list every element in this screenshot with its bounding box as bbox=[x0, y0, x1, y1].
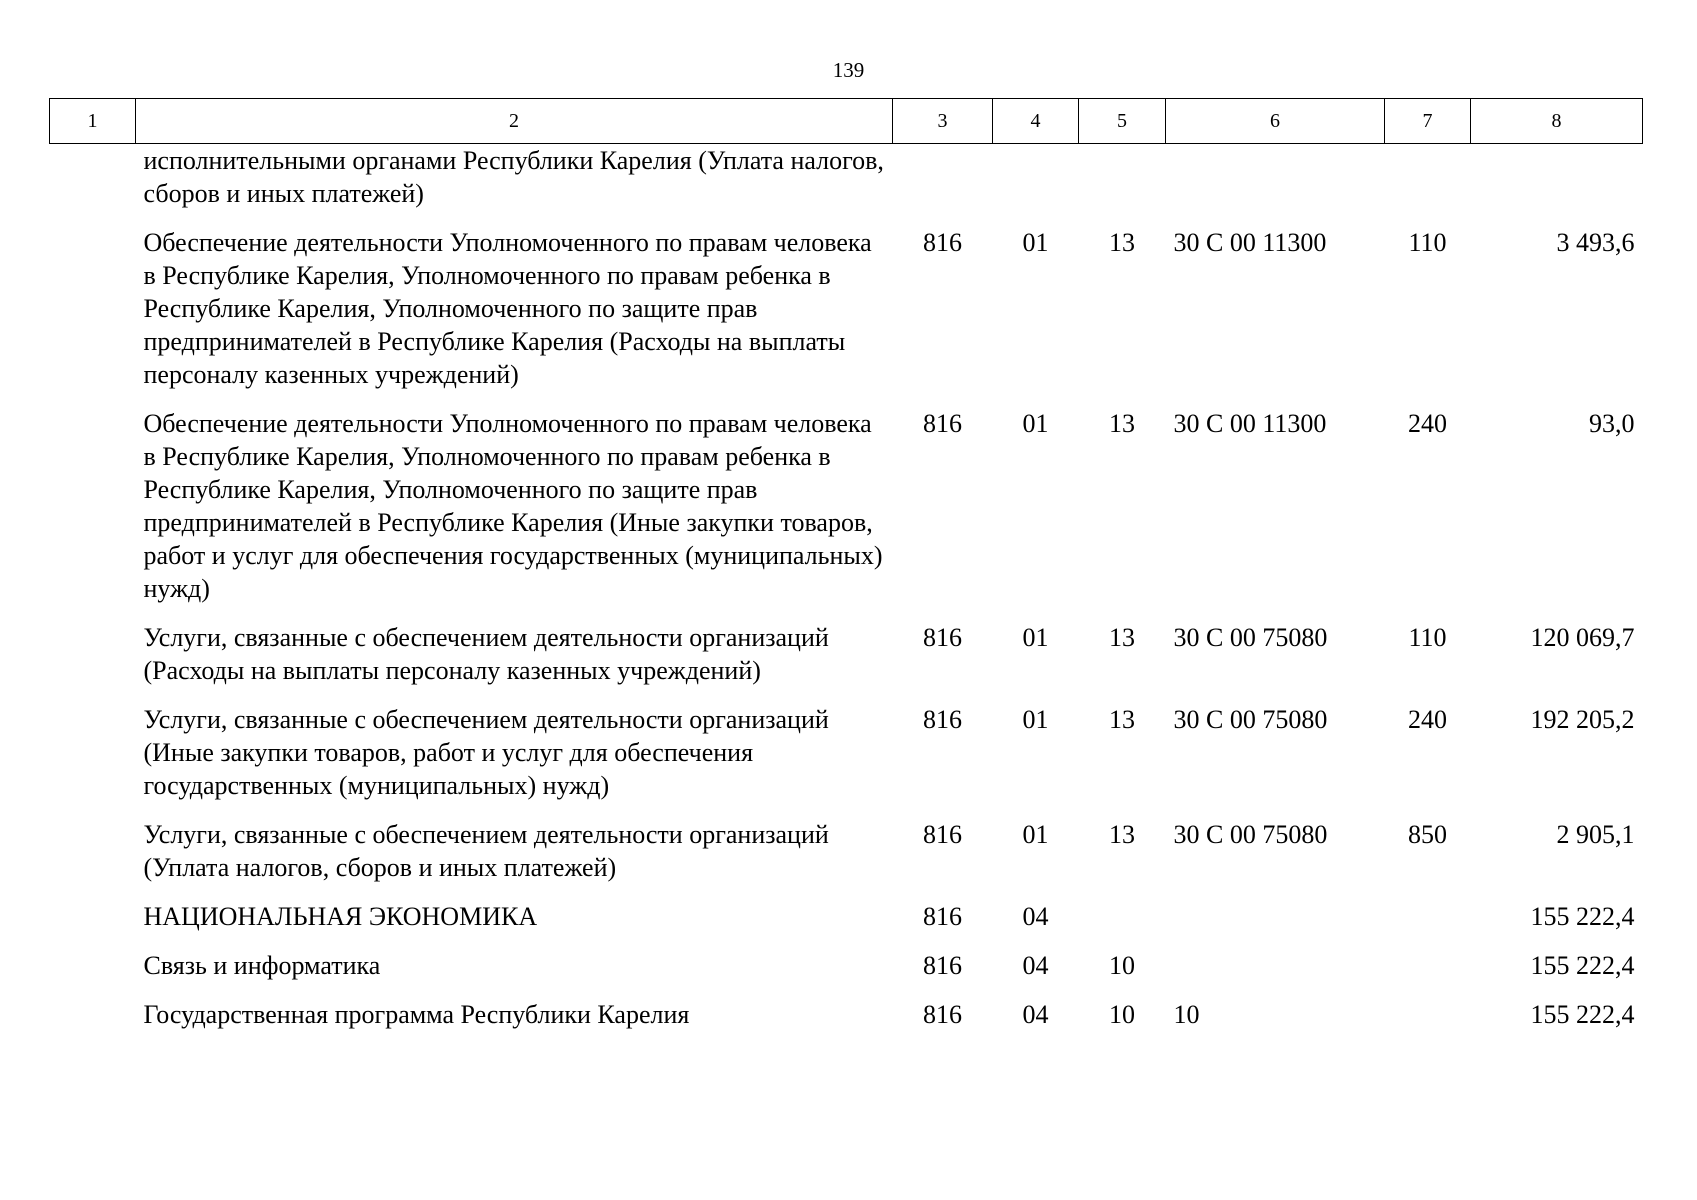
admin-code-cell: 816 bbox=[923, 409, 962, 438]
header-row bbox=[50, 99, 1643, 144]
row-number-cell bbox=[50, 900, 136, 949]
expense-type-cell bbox=[1385, 949, 1471, 998]
target-article-cell: 30 С 00 75080 bbox=[1173, 705, 1328, 734]
admin-code-cell: 816 bbox=[923, 951, 962, 980]
row-number-cell bbox=[50, 949, 136, 998]
subsection-cell: 13 bbox=[1109, 705, 1135, 734]
description-cell: исполнительными органами Республики Карелия (Уплата налогов, сборов и иных платежей) bbox=[143, 146, 884, 208]
table-row bbox=[50, 818, 1643, 900]
admin-code-cell: 816 bbox=[923, 228, 962, 257]
subsection-cell: 10 bbox=[1109, 1000, 1135, 1029]
column-header-4: 4 bbox=[993, 99, 1079, 144]
section-cell: 04 bbox=[1022, 902, 1049, 931]
amount-cell: 155 222,4 bbox=[1530, 951, 1635, 980]
table-body bbox=[50, 144, 1643, 1048]
amount-cell: 192 205,2 bbox=[1530, 705, 1635, 734]
page-number: 139 bbox=[832, 58, 865, 82]
admin-code-cell: 816 bbox=[923, 705, 962, 734]
expense-type-cell bbox=[1385, 998, 1471, 1047]
section-cell: 01 bbox=[1022, 705, 1049, 734]
expense-type-cell bbox=[1385, 144, 1471, 227]
column-header-8: 8 bbox=[1471, 99, 1643, 144]
target-article-cell: 30 С 00 11300 bbox=[1173, 228, 1327, 257]
description-cell: Государственная программа Республики Карелия bbox=[143, 1000, 690, 1029]
section-cell: 04 bbox=[1022, 1000, 1049, 1029]
table-row bbox=[50, 949, 1643, 998]
budget-table bbox=[49, 98, 1643, 1047]
row-number-cell bbox=[50, 621, 136, 703]
table-row bbox=[50, 226, 1643, 407]
section-cell bbox=[993, 144, 1079, 227]
target-article-cell bbox=[1166, 144, 1385, 227]
subsection-cell: 10 bbox=[1109, 951, 1135, 980]
table-row bbox=[50, 900, 1643, 949]
column-header-2: 2 bbox=[136, 99, 893, 144]
admin-code-cell: 816 bbox=[923, 623, 962, 652]
target-article-cell bbox=[1166, 949, 1385, 998]
expense-type-cell: 110 bbox=[1408, 623, 1447, 652]
amount-cell: 93,0 bbox=[1589, 409, 1635, 438]
table-row bbox=[50, 621, 1643, 703]
row-number-cell bbox=[50, 818, 136, 900]
subsection-cell: 13 bbox=[1109, 228, 1135, 257]
target-article-cell: 10 bbox=[1173, 1000, 1200, 1029]
subsection-cell: 13 bbox=[1109, 623, 1135, 652]
table-row bbox=[50, 407, 1643, 621]
amount-cell: 2 905,1 bbox=[1556, 820, 1635, 849]
table-row bbox=[50, 998, 1643, 1047]
amount-cell bbox=[1471, 144, 1643, 227]
row-number-cell bbox=[50, 407, 136, 621]
subsection-cell: 13 bbox=[1109, 820, 1135, 849]
expense-type-cell: 240 bbox=[1408, 409, 1447, 438]
description-cell: Услуги, связанные с обеспечением деятельности организаций (Уплата налогов, сборов и иных платежей) bbox=[143, 820, 829, 882]
admin-code-cell bbox=[893, 144, 993, 227]
admin-code-cell: 816 bbox=[923, 902, 962, 931]
row-number-cell bbox=[50, 703, 136, 818]
description-cell: Связь и информатика bbox=[143, 951, 381, 980]
target-article-cell: 30 С 00 75080 bbox=[1173, 623, 1328, 652]
subsection-cell bbox=[1079, 144, 1166, 227]
admin-code-cell: 816 bbox=[923, 820, 962, 849]
target-article-cell bbox=[1166, 900, 1385, 949]
column-header-3: 3 bbox=[893, 99, 993, 144]
column-header-1: 1 bbox=[50, 99, 136, 144]
description-cell: Обеспечение деятельности Уполномоченного по правам человека в Республике Карелия, Уполномоченного по правам ребенка в Республике Карелия, Уполномоченного по защите прав предпринимателей в Республике Карелия (Иные закупки товаров, работ и услуг для обеспечения государственных (муниципальных) нужд) bbox=[143, 409, 883, 603]
subsection-cell: 13 bbox=[1109, 409, 1135, 438]
row-number-cell bbox=[50, 998, 136, 1047]
amount-cell: 155 222,4 bbox=[1530, 1000, 1635, 1029]
subsection-cell bbox=[1079, 900, 1166, 949]
description-cell: Услуги, связанные с обеспечением деятельности организаций (Расходы на выплаты персоналу казенных учреждений) bbox=[143, 623, 829, 685]
description-cell: Услуги, связанные с обеспечением деятельности организаций (Иные закупки товаров, работ и услуг для обеспечения государственных (муниципальных) нужд) bbox=[143, 705, 829, 800]
amount-cell: 155 222,4 bbox=[1530, 902, 1635, 931]
section-cell: 01 bbox=[1022, 409, 1049, 438]
column-header-6: 6 bbox=[1166, 99, 1385, 144]
description-cell: НАЦИОНАЛЬНАЯ ЭКОНОМИКА bbox=[143, 902, 538, 931]
description-cell: Обеспечение деятельности Уполномоченного по правам человека в Республике Карелия, Уполномоченного по правам ребенка в Республике Карелия, Уполномоченного по защите прав предпринимателей в Республике Карелия (Расходы на выплаты персоналу казенных учреждений) bbox=[143, 228, 872, 389]
section-cell: 01 bbox=[1022, 820, 1049, 849]
target-article-cell: 30 С 00 75080 bbox=[1173, 820, 1328, 849]
amount-cell: 3 493,6 bbox=[1556, 228, 1635, 257]
row-number-cell bbox=[50, 144, 136, 227]
expense-type-cell: 110 bbox=[1408, 228, 1447, 257]
admin-code-cell: 816 bbox=[923, 1000, 962, 1029]
row-number-cell bbox=[50, 226, 136, 407]
column-header-7: 7 bbox=[1385, 99, 1471, 144]
expense-type-cell: 240 bbox=[1408, 705, 1447, 734]
section-cell: 01 bbox=[1022, 228, 1049, 257]
column-header-5: 5 bbox=[1079, 99, 1166, 144]
expense-type-cell bbox=[1385, 900, 1471, 949]
table-row bbox=[50, 144, 1643, 227]
table-row bbox=[50, 703, 1643, 818]
target-article-cell: 30 С 00 11300 bbox=[1173, 409, 1327, 438]
expense-type-cell: 850 bbox=[1408, 820, 1447, 849]
table-header bbox=[50, 99, 1643, 144]
amount-cell: 120 069,7 bbox=[1530, 623, 1635, 652]
section-cell: 01 bbox=[1022, 623, 1049, 652]
section-cell: 04 bbox=[1022, 951, 1049, 980]
